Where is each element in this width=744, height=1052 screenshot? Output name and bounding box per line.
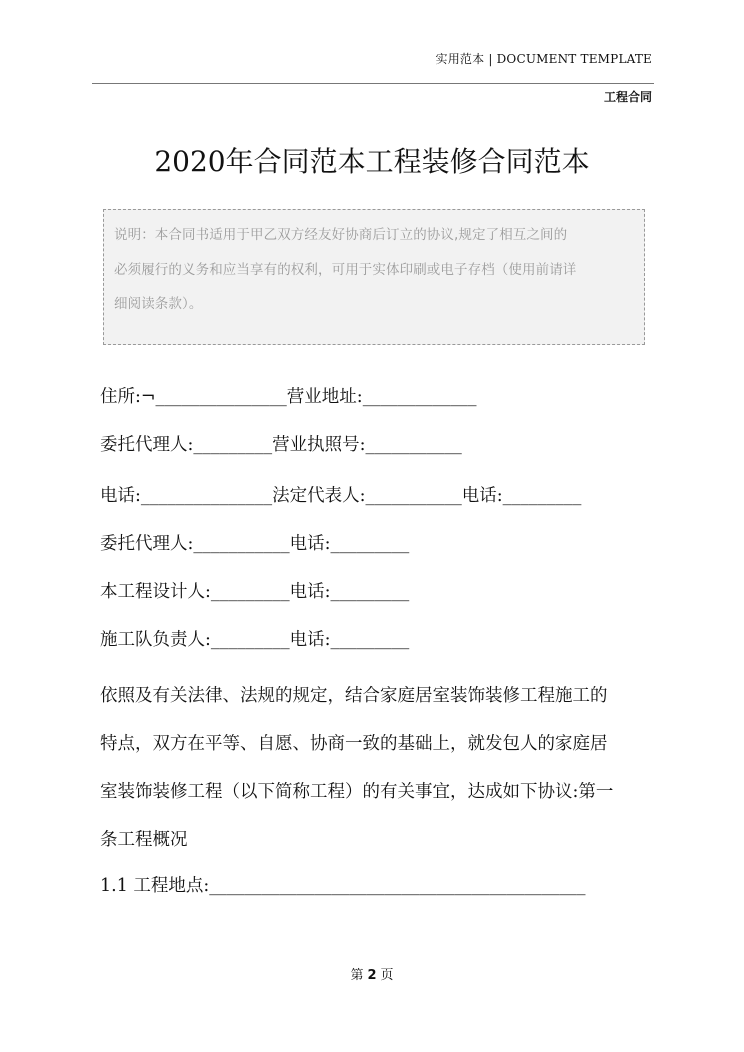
paragraph-line: 特点，双方在平等、自愿、协商一致的基础上，就发包人的家庭居 bbox=[100, 734, 608, 754]
field-phone-legal-rep: 电话:_______________法定代表人:___________电话:_________ bbox=[100, 486, 582, 506]
note-line: 必须履行的义务和应当享有的权利，可用于实体印刷或电子存档（使用前请详 bbox=[114, 261, 577, 278]
footer-suffix: 页 bbox=[380, 968, 394, 983]
item-1-1-project-location: 1.1 工程地点:___________________________________________ bbox=[100, 876, 586, 896]
field-construction-lead-phone: 施工队负责人:_________电话:_________ bbox=[100, 630, 410, 650]
note-line: 细阅读条款）。 bbox=[114, 296, 203, 312]
field-address: 住所:¬_______________营业地址:_____________ bbox=[100, 387, 477, 407]
document-title: 2020年合同范本工程装修合同范本 bbox=[154, 145, 590, 178]
field-agent-license: 委托代理人:_________营业执照号:___________ bbox=[100, 435, 462, 455]
paragraph-line: 室装饰装修工程（以下简称工程）的有关事宜，达成如下协议:第一 bbox=[100, 782, 614, 802]
header-category: 工程合同 bbox=[603, 90, 652, 104]
contract-paragraph bbox=[100, 672, 656, 864]
note-line: 说明：本合同书适用于甲乙双方经友好协商后订立的协议,规定了相互之间的 bbox=[114, 227, 568, 243]
footer-prefix: 第 bbox=[350, 968, 364, 983]
header-template-label: 实用范本 | DOCUMENT TEMPLATE bbox=[435, 52, 652, 66]
field-designer-phone: 本工程设计人:_________电话:_________ bbox=[100, 582, 410, 602]
page-number: 2 bbox=[367, 968, 377, 983]
note-box bbox=[103, 209, 645, 345]
paragraph-line: 依照及有关法律、法规的规定，结合家庭居室装饰装修工程施工的 bbox=[100, 686, 608, 706]
header-divider bbox=[92, 83, 654, 84]
paragraph-line: 条工程概况 bbox=[100, 830, 188, 850]
field-agent-phone: 委托代理人:___________电话:_________ bbox=[100, 534, 410, 554]
page-footer bbox=[0, 964, 744, 983]
